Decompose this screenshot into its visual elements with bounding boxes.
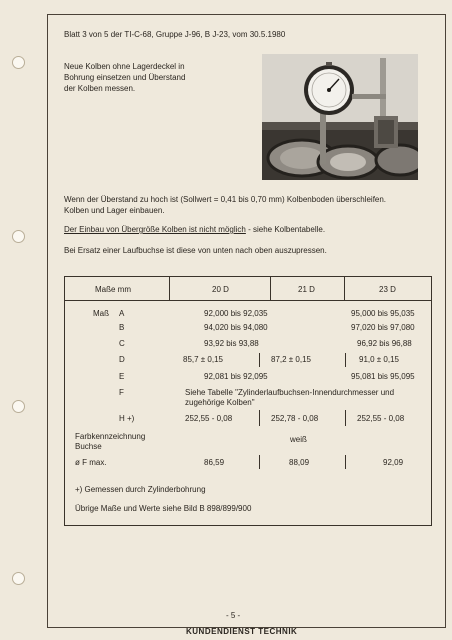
row-key-b: B — [119, 323, 125, 332]
intro-line-1: Neue Kolben ohne Lagerdeckel in — [64, 62, 185, 71]
header-20d: 20 D — [212, 285, 229, 294]
cell-separator — [345, 455, 346, 469]
row-key-f: F — [119, 388, 124, 397]
header-dimension: Maße mm — [95, 285, 131, 294]
row-key-a: A — [119, 309, 125, 318]
oversize-note-underlined: Der Einbau von Übergröße Kolben ist nicht möglich — [64, 225, 246, 234]
cell-separator — [259, 410, 260, 426]
footnote-other: Übrige Maße und Werte siehe Bild B 898/899/900 — [75, 504, 252, 513]
value-f-line-1: Siehe Tabelle "Zylinderlaufbuchsen-Innendurchmesser und — [185, 388, 395, 397]
value-od-23: 92,09 — [383, 458, 404, 467]
value-od-20: 86,59 — [204, 458, 225, 467]
value-b-20-21: 94,020 bis 94,080 — [204, 323, 268, 332]
value-color: weiß — [290, 435, 307, 444]
table-column-divider — [169, 277, 170, 300]
value-d-21: 87,2 ± 0,15 — [271, 355, 311, 364]
row-label-color-2: Buchse — [75, 442, 102, 451]
cell-separator — [345, 353, 346, 367]
value-b-23: 97,020 bis 97,080 — [351, 323, 415, 332]
row-key-e: E — [119, 372, 125, 381]
value-h-20: 252,55 - 0,08 — [185, 414, 233, 423]
punch-hole — [12, 572, 25, 585]
header-21d: 21 D — [298, 285, 315, 294]
value-a-20-21: 92,000 bis 92,035 — [204, 309, 268, 318]
cell-separator — [259, 455, 260, 469]
cell-separator — [345, 410, 346, 426]
table-header-divider — [65, 300, 431, 301]
value-h-21: 252,78 - 0,08 — [271, 414, 319, 423]
row-label-od: ø F max. — [75, 458, 107, 467]
value-d-20: 85,7 ± 0,15 — [183, 355, 223, 364]
footer-brand: KUNDENDIENST TECHNIK — [186, 627, 298, 636]
paragraph-line-1: Wenn der Überstand zu hoch ist (Sollwert = 0,41 bis 0,70 mm) Kolbenboden überschleifen. — [64, 195, 387, 204]
row-key-d: D — [119, 355, 125, 364]
value-e-20-21: 92,081 bis 92,095 — [204, 372, 268, 381]
dial-gauge-photo — [262, 54, 418, 180]
paragraph-line-2: Kolben und Lager einbauen. — [64, 206, 165, 215]
dimensions-table — [64, 276, 432, 526]
value-c-20-21: 93,92 bis 93,88 — [204, 339, 259, 348]
liner-note: Bei Ersatz einer Laufbuchse ist diese von unten nach oben auszupressen. — [64, 246, 327, 255]
value-h-23: 252,55 - 0,08 — [357, 414, 405, 423]
value-c-23: 96,92 bis 96,88 — [357, 339, 412, 348]
row-key-h: H +) — [119, 414, 135, 423]
punch-hole — [12, 56, 25, 69]
value-f-line-2: zugehörige Kolben" — [185, 398, 255, 407]
punch-hole — [12, 400, 25, 413]
footnote-measured: +) Gemessen durch Zylinderbohrung — [75, 485, 206, 494]
punch-hole — [12, 230, 25, 243]
intro-line-2: Bohrung einsetzen und Überstand — [64, 73, 186, 82]
row-label-a: Maß — [93, 309, 109, 318]
table-column-divider — [344, 277, 345, 300]
value-d-23: 91,0 ± 0,15 — [359, 355, 399, 364]
value-e-23: 95,081 bis 95,095 — [351, 372, 415, 381]
intro-line-3: der Kolben messen. — [64, 84, 136, 93]
page-header: Blatt 3 von 5 der TI-C-68, Gruppe J-96, B J-23, vom 30.5.1980 — [64, 30, 286, 39]
value-a-23: 95,000 bis 95,035 — [351, 309, 415, 318]
cell-separator — [259, 353, 260, 367]
header-23d: 23 D — [379, 285, 396, 294]
page-number: - 5 - — [226, 611, 241, 620]
value-od-21: 88,09 — [289, 458, 310, 467]
oversize-note — [64, 225, 325, 235]
oversize-note-rest: - siehe Kolbentabelle. — [245, 225, 326, 234]
table-column-divider — [270, 277, 271, 300]
row-key-c: C — [119, 339, 125, 348]
row-label-color-1: Farbkennzeichnung — [75, 432, 146, 441]
